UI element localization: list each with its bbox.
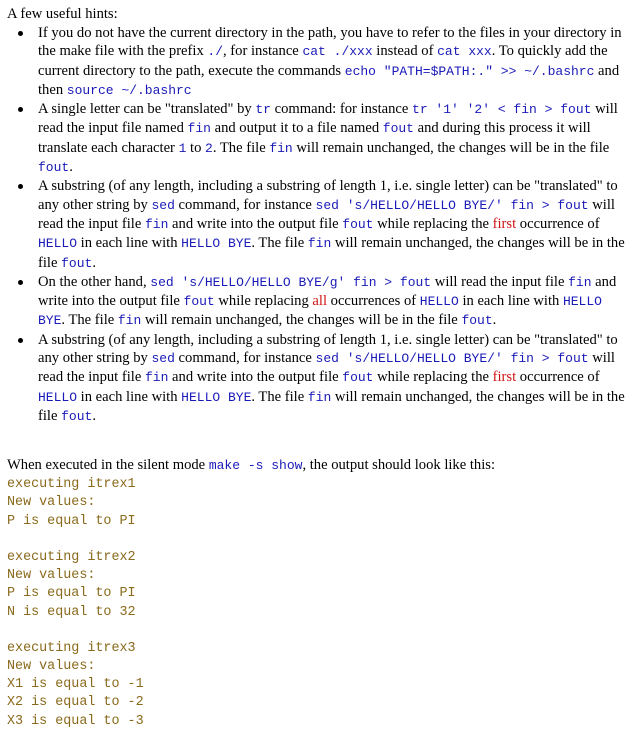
hint-tr-command bbox=[38, 100, 626, 177]
output-line: X1 is equal to -1 bbox=[7, 677, 144, 693]
silent-code-make-show: make -s show bbox=[208, 458, 303, 474]
hint5-emphasis-first: first bbox=[492, 369, 517, 386]
hint1-text-4: . To quickly add the current directory to the path, execute the commands bbox=[38, 43, 608, 79]
hint5-text-3: will read the input file bbox=[38, 350, 615, 386]
hint5-text-4: and write into the output file bbox=[168, 369, 343, 386]
silent-text-2: , the output should look like this: bbox=[302, 457, 495, 474]
output-line: executing itrex3 bbox=[7, 640, 136, 656]
hints-heading: A few useful hints: bbox=[7, 6, 118, 22]
hint1-text-1: If you do not have the current directory in the path, you have to refer to the files in your directory in the make file with the prefix bbox=[38, 25, 622, 60]
hint4-code-fout-2: fout bbox=[461, 313, 493, 329]
hint3-text-10: . bbox=[92, 254, 96, 271]
output-line: New values: bbox=[7, 568, 96, 584]
hint1-code-cat-prefixed: cat ./xxx bbox=[302, 44, 373, 60]
hint4-text-2: will read the input file bbox=[431, 273, 569, 290]
hint1-code-prefix: ./ bbox=[207, 44, 223, 60]
hint3-text-6: occurrence of bbox=[516, 215, 600, 232]
hint-sed-first bbox=[38, 177, 626, 272]
hint3-text-3: will read the input file bbox=[38, 196, 615, 232]
hint5-code-fin-2: fin bbox=[307, 389, 332, 405]
hint5-text-8: . The file bbox=[251, 388, 308, 405]
hint-sed-global bbox=[38, 273, 626, 331]
hint2-text-4: and output it to a file named bbox=[210, 120, 383, 137]
hint5-code-sed: sed bbox=[151, 351, 175, 367]
output-line: executing itrex2 bbox=[7, 549, 136, 565]
hint3-code-fin: fin bbox=[144, 216, 169, 232]
hint4-text-4: while replacing bbox=[214, 293, 313, 310]
hint5-code-fout: fout bbox=[342, 370, 374, 386]
hint1-text-5: and then bbox=[38, 62, 620, 98]
hint2-text-1: A single letter can be "translated" by bbox=[38, 101, 256, 118]
hint3-code-fout: fout bbox=[342, 216, 374, 232]
hint3-emphasis-first: first bbox=[492, 215, 517, 232]
output-line: N is equal to 32 bbox=[7, 604, 136, 620]
hint4-text-8: will remain unchanged, the changes will be in the file bbox=[141, 312, 462, 329]
hint2-text-5: and during this process it will translate each character bbox=[38, 120, 591, 156]
hint2-code-tr-example: tr '1' '2' < fin > fout bbox=[412, 102, 592, 118]
hint5-text-10: . bbox=[92, 407, 96, 424]
hint5-text-9: will remain unchanged, the changes will be in the file bbox=[38, 388, 625, 424]
hint4-text-5: occurrences of bbox=[327, 293, 420, 310]
hint4-code-fin-2: fin bbox=[117, 313, 142, 329]
expected-output-block bbox=[7, 476, 626, 731]
output-line: P is equal to PI bbox=[7, 586, 136, 602]
output-blank-line bbox=[7, 622, 626, 640]
hint2-text-7: . The file bbox=[212, 139, 270, 156]
hint3-code-hello-bye: HELLO BYE bbox=[181, 236, 252, 252]
hint5-code-hello-bye: HELLO BYE bbox=[181, 389, 252, 405]
silent-text-1: When executed in the silent mode bbox=[7, 457, 209, 474]
hints-list bbox=[7, 24, 626, 426]
hint4-text-3: and write into the output file bbox=[38, 273, 617, 310]
output-line: executing itrex1 bbox=[7, 477, 136, 493]
hint-current-directory bbox=[38, 24, 626, 100]
hint5-code-fin: fin bbox=[144, 370, 169, 386]
hint3-code-sed-example: sed 's/HELLO/HELLO BYE/' fin > fout bbox=[315, 197, 589, 213]
hint2-code-fout-2: fout bbox=[38, 160, 70, 176]
output-line: New values: bbox=[7, 659, 96, 675]
hint3-text-9: will remain unchanged, the changes will be in the file bbox=[38, 235, 625, 271]
hint3-text-7: in each line with bbox=[77, 235, 182, 252]
hint2-text-8: will remain unchanged, the changes will be in the file bbox=[292, 139, 610, 156]
output-line: New values: bbox=[7, 495, 96, 511]
hint3-text-1: A substring (of any length, including a substring of length 1, i.e. single letter) can be "translated" to any other string by bbox=[38, 178, 618, 213]
hint5-text-6: occurrence of bbox=[516, 369, 600, 386]
output-line: X3 is equal to -3 bbox=[7, 713, 144, 729]
silent-mode-paragraph bbox=[7, 456, 626, 475]
output-blank-line bbox=[7, 531, 626, 549]
hint4-emphasis-all: all bbox=[312, 293, 327, 310]
hint3-code-fout-2: fout bbox=[61, 255, 93, 271]
hint1-code-source: source ~/.bashrc bbox=[66, 82, 192, 98]
hint2-text-3: will read the input file named bbox=[38, 101, 618, 137]
hint5-text-2: command, for instance bbox=[174, 350, 316, 367]
hint2-code-fout: fout bbox=[382, 121, 414, 137]
hint-sed-first-repeat bbox=[38, 331, 626, 426]
hint4-code-hello-bye: HELLO BYE bbox=[38, 294, 602, 329]
hint1-text-2: , for instance bbox=[223, 43, 303, 60]
hint2-code-2: 2 bbox=[205, 140, 213, 156]
hint5-code-sed-example: sed 's/HELLO/HELLO BYE/' fin > fout bbox=[315, 351, 589, 367]
hint5-text-1: A substring (of any length, including a substring of length 1, i.e. single letter) can be "translated" to any other string by bbox=[38, 331, 618, 367]
hint5-code-hello: HELLO bbox=[38, 389, 78, 405]
hint3-text-2: command, for instance bbox=[174, 196, 316, 213]
hint1-text-3: instead of bbox=[372, 43, 438, 60]
hint5-code-fout-2: fout bbox=[61, 408, 93, 424]
hint3-code-fin-2: fin bbox=[307, 236, 332, 252]
hint2-code-1: 1 bbox=[178, 140, 187, 156]
hint2-text-6: to bbox=[186, 139, 206, 156]
hint3-text-8: . The file bbox=[251, 235, 308, 252]
hint3-text-5: while replacing the bbox=[373, 215, 493, 232]
hint2-code-fin: fin bbox=[187, 121, 211, 137]
hint2-text-9: . bbox=[69, 159, 73, 176]
hint4-code-fin: fin bbox=[568, 274, 592, 290]
hint5-text-7: in each line with bbox=[77, 388, 182, 405]
hint2-text-2: command: for instance bbox=[270, 101, 413, 118]
hint2-code-fin-2: fin bbox=[269, 140, 293, 156]
hint3-code-hello: HELLO bbox=[38, 236, 78, 252]
hint1-code-echo: echo "PATH=$PATH:." >> ~/.bashrc bbox=[344, 63, 595, 79]
hint3-text-4: and write into the output file bbox=[168, 215, 343, 232]
hint4-code-sed-global: sed 's/HELLO/HELLO BYE/g' fin > fout bbox=[150, 274, 432, 290]
hint5-text-5: while replacing the bbox=[373, 369, 493, 386]
hint4-code-hello: HELLO bbox=[419, 294, 459, 310]
hint2-code-tr: tr bbox=[255, 102, 271, 118]
hint4-text-1: On the other hand, bbox=[38, 273, 151, 290]
hint4-text-6: in each line with bbox=[458, 293, 563, 310]
hint4-text-7: . The file bbox=[61, 312, 118, 329]
output-line: X2 is equal to -2 bbox=[7, 695, 144, 711]
hint3-code-sed: sed bbox=[151, 197, 175, 213]
hint4-code-fout: fout bbox=[183, 294, 215, 310]
output-line: P is equal to PI bbox=[7, 513, 136, 529]
hint4-text-9: . bbox=[492, 312, 497, 329]
hint1-code-cat: cat xxx bbox=[437, 44, 492, 60]
